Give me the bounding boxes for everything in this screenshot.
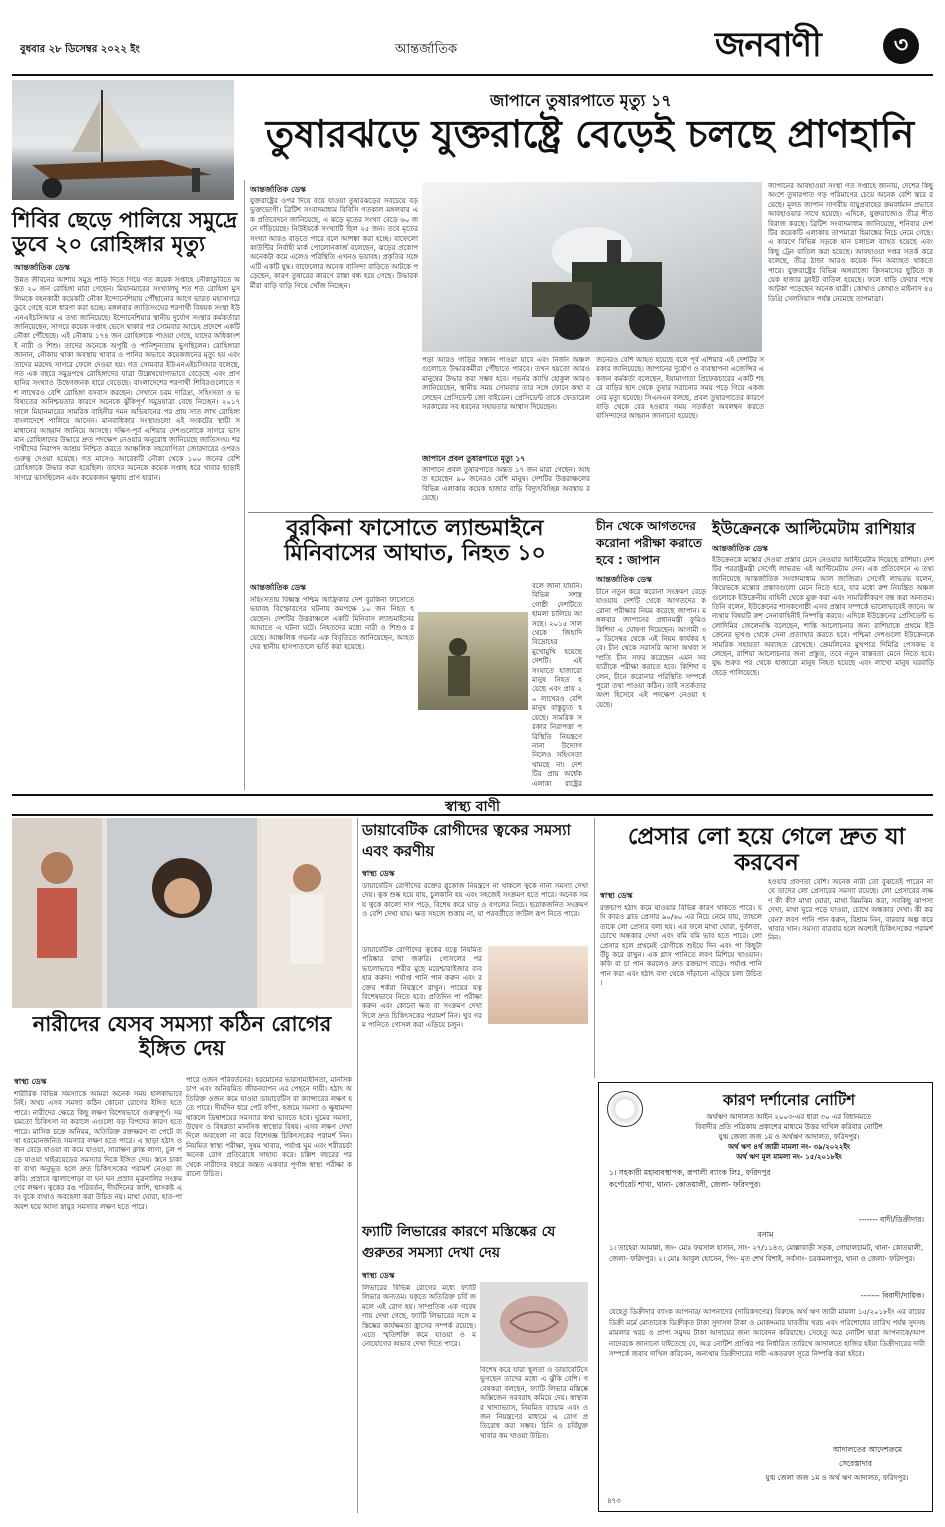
women-collage-illustration xyxy=(12,818,352,1008)
notice-sign: যুগ্ম জেলা জজ ১ম ও অর্থ ঋণ আদালত, ফরিদপুর। xyxy=(765,1474,909,1482)
notice-case1: অর্থ ঋণ ৪র্থ জারী মামলা নং- ৩৯/২০২২ইং xyxy=(727,1143,851,1151)
women-col2: পারে ওজন পরিবর্তনের। হরমোনের ভারসাম্যহীনতা, মানসিক চাপ এবং অনিয়মিত জীবনযাপন এর পেছনে দায়ী। হঠাৎ অতিরিক্ত ওজন কমে যাওয়া ডায়াবেটিস বা ক্যান্সারের লক্ষণ হতে পারে। দীর্ঘদিন ধরে পেট ফাঁপা, হজমে সমস্যা ও ক্ষুধামন্দা থাকলে ডিম্বাশয়ের সমস্যার কথা ভাবতে হবে। ঘুমের সমস্যা, উদ্বেগ ও বিষণ্ণতা মানসিক স্বাস্থ্যের বিষয়। এসব লক্ষণ দেখা দিলে অবহেলা না করে বিশেষজ্ঞ চিকিৎসকের পরামর্শ নিন। নিয়মিত স্বাস্থ্য পরীক্ষা, সুষম খাবার, পর্যাপ্ত ঘুম এবং শরীরচর্চা অনেক রোগ প্রতিরোধে সাহায্য করে। চল্লিশ বছরের পর থেকে নারীদের বছরে অন্তত একবার পূর্ণাঙ্গ স্বাস্থ্য পরীক্ষা করানো উচিত। xyxy=(186,1076,352,1179)
rohingya-headline: শিবির ছেড়ে পালিয়ে সমুদ্রে ডুবে ২০ রোহিঙ্গার মৃত্যু xyxy=(12,208,238,257)
masthead-date: বুধবার ২৮ ডিসেম্বর ২০২২ ইং xyxy=(20,44,140,55)
notice-title: কারণ দর্শানোর নোটিশ xyxy=(722,1091,856,1109)
bp-desk: স্বাস্থ্য ডেস্ক xyxy=(600,891,633,900)
women-col1: শারীরিক বিভিন্ন সমস্যাকে আমরা অনেক সময় হালকাভাবে নিই। অথচ এসব সমস্যা কঠিন কোনো রোগের ইঙ্গিত হতে পারে। নারীদের ক্ষেত্রে কিছু লক্ষণ বিশেষভাবে গুরুত্বপূর্ণ। সময়মতো চিকিৎসা না করালে এগুলো বড় বিপদের কারণ হতে পারে। মাসিক চক্রে অনিয়ম, অতিরিক্ত রক্তক্ষরণ বা পেটে ব্যথা হরমোনজনিত সমস্যার লক্ষণ হতে পারে। এ ছাড়া হঠাৎ ওজন বেড়ে যাওয়া বা কমে যাওয়া, সারাক্ষণ ক্লান্ত লাগা, চুল পড়ে যাওয়া থাইরয়েডের সমস্যার দিকে ইঙ্গিত দেয়। স্তনে চাকা বা ব্যথা অনুভূত হলে দ্রুত চিকিৎসকের পরামর্শ নেওয়া জরুরি। প্রস্রাবে জ্বালাপোড়া বা ঘন ঘন প্রস্রাব মূত্রনালির সংক্রমণের লক্ষণ। ত্বকের রঙ পরিবর্তন, দীর্ঘদিনের কাশি, শ্বাসকষ্ট এবং বুকে ব্যথাও অবহেলা করা উচিত নয়। মাথা ঘোরা, হাত-পা অবশ হয়ে আসা স্নায়ুর সমস্যার লক্ষণ হতে পারে। xyxy=(14,1090,182,1211)
bp-col1: রক্তচাপ হঠাৎ কমে যাওয়ার বিভিন্ন কারণ থাকতে পারে। যদি কারও ব্লাড প্রেসার ৯০/৬০ এর নিচে নেমে যায়, তাহলে তাকে লো প্রেসার বলা হয়। এর ফলে মাথা ঘোরা, দুর্বলতা, চোখে অন্ধকার দেখা এবং বমি বমি ভাব হতে পারে। লো প্রেসার হলে প্রথমেই রোগীকে শুইয়ে দিন এবং পা কিছুটা উঁচু করে রাখুন। এক গ্লাস পানিতে লবণ মিশিয়ে খাওয়ান। কফি বা চা পান করলেও দ্রুত রক্তচাপ বাড়ে। পর্যাপ্ত পানি পান করা এবং হঠাৎ বসা থেকে দাঁড়ানো এড়িয়ে চলা উচিত। xyxy=(600,904,762,988)
bp-headline: প্রেসার লো হয়ে গেলে দ্রুত যা করবেন xyxy=(627,824,906,877)
bp-col2: হওয়ার প্রবণতা বেশি। অনেক নারী তো বুঝতেই পারেন না যে তাদের লো প্রেসারের সমস্যা রয়েছে। লো প্রেসারের লক্ষণ কী কী? মাথা ঘোরা, মাথা ঝিমঝিম করা, সবকিছু ঝাপসা দেখা, মাথা ঘুরে পড়ে যাওয়া, চোখে অন্ধকার দেখা। কী করবেন? লবণ পানি পান করুন, বিশ্রাম নিন, বারবার অল্প করে খাবার খান। সমস্যা বারবার হলে অবশ্যই চিকিৎসকের পরামর্শ নিন। xyxy=(768,878,933,943)
notice-defendant-tag: ------- বিবাদী/দায়িক। xyxy=(860,1291,924,1300)
health-banner xyxy=(12,794,933,816)
snow-plow-photo xyxy=(422,182,762,352)
main-headline: তুষারঝড়ে যুক্তরাষ্ট্রে বেড়েই চলছে প্রাণহানি xyxy=(265,112,915,156)
main-col3: জনেরও বেশি আহত হয়েছে বলে পূর্ব এশিয়ার এই দেশটির সরকার জানিয়েছে। জাপানের দুর্যোগ ও ব্যবস্থাপনা এজেন্সির একজন কর্মকর্তা বলেছেন, ইয়ামাগাতা প্রিফেকচারের একটি শহরে বাড়ির ছাদ থেকে তুষার সরানোর সময় পড়ে গিয়ে একজনের মৃত্যু হয়েছে। সিএনএন বলছে, প্রবল তুষারপাতের কারণে বাড়ি থেকে বের হওয়ার সময় সতর্কতা অবলম্বন করতে বাসিন্দাদের আহ্বান জানানো হয়েছে। xyxy=(596,356,764,421)
boat-photo xyxy=(12,80,234,200)
notice-sub1: অর্থঋণ আদালত আইন ২০০৩-এর ধারা ৩০ এর বিধানমতে xyxy=(706,1113,872,1121)
ukraine-body: ইউক্রেনকে মস্কোর দেওয়া প্রস্তাব মেনে নেওয়ার আল্টিমেটাম দিয়েছে রাশিয়া। দেশটির পররাষ্ট্রমন্ত্রী সের্গেই লাভরভ এই আল্টিমেটাম দেন। এক প্রতিবেদনে এ তথ্য জানিয়েছে আন্তর্জাতিক সংবাদমাধ্যম আল জাজিরা। সের্গেই লাভরভ বলেন, কিয়েভকে মস্কোর প্রস্তাবগুলো মেনে নিতে হবে, যার মধ্যে রুশ নিয়ন্ত্রিত অঞ্চলগুলোকে ইউক্রেনীয় বাহিনী থেকে মুক্ত করা এবং সামরিকীকরণ বন্ধ করা অন্যতম। তিনি বলেন, ইউক্রেনের শাসকগোষ্ঠী এসব প্রস্তাব সম্পর্কে ভালোভাবেই জানে। অন্যথায় বিষয়টি রুশ সেনাবাহিনীই নিষ্পত্তি করবে। এদিকে ইউক্রেনের প্রেসিডেন্ট ভলোদিমির জেলেনস্কি বলেছেন, শান্তি আলোচনার জন্য রাশিয়াকে প্রথমে ইউক্রেনের ভূখণ্ড থেকে সেনা প্রত্যাহার করতে হবে। পশ্চিমা দেশগুলো ইউক্রেনকে সামরিক সহায়তা অব্যাহত রেখেছে। ক্রেমলিনের মুখপাত্র দিমিত্রি পেসকভ বলেছেন, রাশিয়া আলোচনার জন্য প্রস্তুত, তবে নতুন বাস্তবতা মেনে নিতে হবে। যুদ্ধ শুরুর পর থেকে হাজারো মানুষ নিহত হয়েছে এবং লাখো মানুষ ঘরবাড়ি ছেড়ে পালিয়েছে। xyxy=(712,556,934,677)
notice-seal-icon xyxy=(607,1091,643,1127)
col-rule xyxy=(594,818,595,1078)
notice-case2: অর্থ ঋণ মূল মামলা নং- ১৫/২০১৮ইং xyxy=(736,1153,842,1161)
china-headline: চীন থেকে আগতদের করোনা পরীক্ষা করাতে হবে : জাপান xyxy=(596,519,702,567)
fatty-body1: লিভারের বিভিন্ন রোগের মধ্যে ফ্যাটি লিভার অন্যতম। যকৃতে অতিরিক্ত চর্বি জমলে এই রোগ হয়। সাম্প্রতিক এক গবেষণায় দেখা গেছে, ফ্যাটি লিভারের সঙ্গে মস্তিষ্কের কার্যক্ষমতা হ্রাসের সম্পর্ক রয়েছে। এতে স্মৃতিশক্তি কমে যাওয়া ও মনোযোগের অভাব দেখা দিতে পারে। xyxy=(362,1284,476,1349)
diabetic-body2: ডায়াবেটিক রোগীদের ত্বকের যত্নে নিয়মিত পরিষ্কার রাখা জরুরি। গোসলের পর ভালোভাবে শরীর মুছে ময়েশ্চারাইজার ব্যবহার করুন। পর্যাপ্ত পানি পান করুন এবং রক্তের শর্করা নিয়ন্ত্রণে রাখুন। পায়ের যত্ন বিশেষভাবে নিতে হবে। প্রতিদিন পা পরীক্ষা করুন এবং কোনো ক্ষত বা সংক্রমণ দেখা দিলে দ্রুত চিকিৎসকের পরামর্শ নিন। খুব গরম পানিতে গোসল করা এড়িয়ে চলুন। xyxy=(362,946,482,1030)
diabetic-body2-cont xyxy=(488,1028,588,1116)
section-label: আন্তর্জাতিক xyxy=(395,42,458,57)
notice-defendant: ১। তাহেরা আমান্না, জং- মোঃ ফয়সাল হাসান, সাং- ২৭/১১৪৩, মোল্লাবাড়ী সড়ক, গোয়ালচামট, থানা- কোতয়ালী, জেলা- ফরিদপুর। ২। মোঃ আবুল হোসেন, পিং- মৃত শেখ বিশাই, সর্বসাং- চরকমলাপুর, থানা ও জেলা- ফরিদপুর। xyxy=(609,1244,924,1263)
page-number-badge: ৩ xyxy=(883,28,919,64)
main-col1: যুক্তরাষ্ট্রের ওপর দিয়ে বয়ে যাওয়া তুষারঝড়ের সবচেয়ে বড় ভুক্তভোগী। ব্রিটিশ সংবাদমাধ্যম বিবিসি গতকাল মঙ্গলবার এক প্রতিবেদনে জানিয়েছে, এ ঝড়ে মৃতের সংখ্যা বেড়ে ৬০ জনে দাঁড়িয়েছে। নিউইয়র্কে সংখ্যাটি ছিল ২৫ জন। তবে মৃতের সংখ্যা আরও বাড়তে পারে বলে আশঙ্কা করা হচ্ছে। বাফেলো কাউন্টির নির্বাহী মার্ক পোলোনকার্জ বলেছেন, ঝড়ের প্রকোপ অনেকটা কমে এলেও পরিস্থিতি এখনও ভয়াবহ। প্রকৃতির সঙ্গে এটি একটি যুদ্ধ। বাফেলোর অনেক বাসিন্দা বাড়িতে আটকে পড়েছেন, কারণ তুষারের কারণে রাস্তা বন্ধ হয়ে গেছে। উদ্ধারকর্মীরা বাড়ি বাড়ি গিয়ে খোঁজ নিচ্ছেন। xyxy=(250,197,418,290)
notice-plaintiff: ১। সহকারী মহাব্যবস্থাপক, রূপালী ব্যাংক লিঃ, ফরিদপুর কর্পোরেট শাখা, থানা- কোতয়ালী, জেলা- ফরিদপুর। xyxy=(609,1168,771,1189)
burkina-body1: সহিংসতায় বিধ্বস্ত পশ্চিম আফ্রিকার দেশ বুরকিনা ফাসোতে ভয়াবহ বিস্ফোরণের ঘটনায় কমপক্ষে ১০ জন নিহত হয়েছেন। দেশটির উত্তরাঞ্চলে একটি মিনিবাস ল্যান্ডমাইনের আঘাতে এ ঘটনা ঘটে। নিহতদের মধ্যে নারী ও শিশুও রয়েছে। আঞ্চলিক গভর্নর এক বিবৃতিতে জানিয়েছেন, আহতদের স্থানীয় হাসপাতালে ভর্তি করা হয়েছে। xyxy=(250,596,414,652)
snow-plow-illustration xyxy=(422,182,762,352)
main-col2b: জাপানে প্রবল তুষারপাতে অন্তত ১৭ জন মারা গেছেন। আহত হয়েছেন ৯০ জনেরও বেশি মানুষ। দেশটির উত্তরাঞ্চলের বিভিন্ন এলাকায় কয়েক হাজার বাড়ি বিদ্যুৎবিচ্ছিন্ন অবস্থায় রয়েছে। xyxy=(422,466,590,503)
diabetic-body1: ডায়াবেটিস রোগীদের রক্তের গ্লুকোজ নিয়ন্ত্রণে না থাকলে ত্বকে নানা সমস্যা দেখা দেয়। ত্বক শুষ্ক হয়ে যায়, চুলকানি হয় এবং সহজেই সংক্রমণ হতে পারে। অনেক সময় ত্বকে কালো দাগ পড়ে, বিশেষ করে ঘাড় ও বগলের নিচে। ছত্রাকজনিত সংক্রমণও বেশি দেখা যায়। ক্ষত সহজে শুকায় না, যা পরবর্তীতে জটিল রূপ নিতে পারে। xyxy=(362,882,588,919)
notice-sub2: বিবাদীর প্রতি পত্রিকায় প্রকাশের মাধ্যমে উত্তর দাখিল করিবার নোটিশ xyxy=(695,1123,883,1131)
japan-subhead: জাপানে প্রবল তুষারপাতে মৃত্যু ১৭ xyxy=(422,454,526,463)
soldier-illustration xyxy=(418,612,528,710)
masthead-logo xyxy=(715,22,925,70)
fatty-body2: বিশেষ করে যারা স্থূলতা ও ডায়াবেটিসে ভুগছেন তাদের মধ্যে এ ঝুঁকি বেশি। গবেষকরা বলছেন, ফ্যাটি লিভার মস্তিষ্কে অক্সিজেন সরবরাহ কমিয়ে দেয়। স্বাস্থ্যকর খাদ্যাভ্যাস, নিয়মিত ব্যায়াম এবং ওজন নিয়ন্ত্রণের মাধ্যমে এ রোগ প্রতিরোধ করা সম্ভব। চিনি ও চর্বিযুক্ত খাবার কম খাওয়া উচিত। xyxy=(480,1366,588,1440)
fatty-desk: স্বাস্থ্য ডেস্ক xyxy=(362,1271,395,1280)
brain-photo xyxy=(480,1282,588,1362)
notice-plaintiff-tag: ------- বাদী/ডিক্রীদার। xyxy=(858,1215,924,1224)
rohingya-desk: আন্তর্জাতিক ডেস্ক xyxy=(14,263,70,272)
diabetic-headline: ডায়াবেটিক রোগীদের ত্বকের সমস্যা এবং করণীয় xyxy=(362,821,571,860)
women-headline: নারীদের যেসব সমস্যা কঠিন রোগের ইঙ্গিত দেয় xyxy=(32,1012,332,1061)
china-desk: আন্তর্জাতিক ডেস্ক xyxy=(596,575,652,584)
burkina-desk: আন্তর্জাতিক ডেস্ক xyxy=(250,583,306,592)
notice-order: আদালতের আদেশক্রমে xyxy=(832,1445,902,1454)
skin-photo xyxy=(488,946,588,1024)
col-rule xyxy=(244,180,245,790)
notice-clerk: সেরেস্তাদার xyxy=(839,1459,872,1468)
brain-illustration xyxy=(480,1282,588,1362)
court-notice xyxy=(598,1082,933,1512)
notice-body: যেহেতু ডিক্রীদার ব্যাংক আপনার/ আপনাদের (দায়িকগণের) বিরুদ্ধে অর্থ ঋণ জারী মামলা ১৫/২০১৮ইং এর রায়ের ডিক্রী মর্মে মোতাবেক ডিক্রীকৃত টাকা সুদাসল টাকা ও মোকদ্দমার যাবতীয় খরচ এবং পরিশোধের তারিখ পর্যন্ত সুদসহ মামলার খরচ ও প্রাপ্য সমুদয় টাকা আদায়ের জন্য আবেদন করিয়াছে। সেহেতু অত্র নোটিশ দ্বারা আপনাকে/আপনাদেরকে জানানো যাইতেছে যে, অত্র নোটিশ প্রাপ্তির পর নির্ধারিত তারিখে আদালতে হাজির হইয়া ডিক্রীদারের দাবী সম্পর্কে জবাব দাখিল করিবেন, অন্যথায় ডিক্রীদারের দাবী একতরফা সূত্রে নিষ্পত্তি করা হইবে। xyxy=(609,1308,925,1358)
main-desk: আন্তর্জাতিক ডেস্ক xyxy=(250,185,306,194)
rohingya-body: উন্নত জীবনের আশায় সমুদ্র পাড়ি দিতে গিয়ে গত কয়েক সপ্তাহে নৌকাডুবিতে অন্তত ২০ জন রোহিঙ্গা মারা গেছেন। মিয়ানমারের সংখ্যালঘু শত শত রোহিঙ্গা মুসলিমকে বহনকারী কয়েকটি নৌকা ইন্দোনেশিয়ায় পৌঁছানোর আগে ভারত মহাসাগরে ডুবে গেছে বলে ধারণা করা হচ্ছে। মঙ্গলবার জাতিসংঘের শরণার্থী বিষয়ক সংস্থা ইউএনএইচসিআর এ তথ্য জানিয়েছে। ইন্দোনেশিয়ার স্থানীয় দুর্যোগ সংস্থার কর্মকর্তারা জানিয়েছেন, সাগরে কয়েক সপ্তাহ ভেসে থাকার পর সোমবার আচেহ প্রদেশে একটি নৌকা পৌঁছেছে। এই নৌকায় ১৭৪ জন রোহিঙ্গাকে পাওয়া গেছে, যাদের অধিকাংশই নারী ও শিশু। তাদের অনেকে অপুষ্টি ও পানিশূন্যতায় ভুগছিলেন। রোহিঙ্গারা জানান, নৌকায় থাকা অবস্থায় খাবার ও পানির অভাবে কয়েকজনের মৃত্যু হয় এবং তাদের মরদেহ সাগরে ফেলে দেওয়া হয়। গত সোমবার ইউএনএইচসিআর বলেছে, গত এক বছরে সমুদ্রপথে রোহিঙ্গাদের যাত্রা উল্লেখযোগ্যভাবে বেড়েছে এবং প্রাণহানির সংখ্যাও উদ্বেগজনক হারে বেড়েছে। বাংলাদেশের শরণার্থী শিবিরগুলোতে দশ লাখেরও বেশি রোহিঙ্গা বসবাস করছেন। সেখানে চরম দারিদ্র্য, সহিংসতা ও ভবিষ্যতের অনিশ্চয়তার কারণে অনেকে ঝুঁকিপূর্ণ সমুদ্রযাত্রা বেছে নিচ্ছেন। ২০১৭ সালে মিয়ানমারের সামরিক বাহিনীর দমন অভিযানের পর প্রায় সাত লাখ রোহিঙ্গা বাংলাদেশে পালিয়ে আসেন। মানবাধিকার সংস্থাগুলো এই সংকটের স্থায়ী সমাধানের আহ্বান জানিয়ে আসছে। দক্ষিণ-পূর্ব এশিয়ার দেশগুলোকে সাগরে ভাসমান রোহিঙ্গাদের উদ্ধারে দ্রুত পদক্ষেপ নেওয়ার অনুরোধ জানিয়েছে জাতিসংঘ। শরণার্থীদের নিরাপদ আশ্রয় নিশ্চিত করতে আঞ্চলিক সহযোগিতা জোরদারের ওপরও গুরুত্ব দেওয়া হয়েছে। গত মাসেও আরেকটি নৌকা থেকে ১০০ জনের বেশি রোহিঙ্গাকে উদ্ধার করা হয়েছিল। তাদের অনেকে কয়েক সপ্তাহ ধরে খাবার ছাড়াই সাগরে ভাসছিলেন এবং কয়েকজন ক্ষুধায় প্রাণ হারান। xyxy=(14,276,240,482)
main-col2: পড়া আরও গাড়ির সন্ধান পাওয়া যাবে এবং নির্জন অঞ্চলগুলোতে উদ্ধারকর্মীরা পৌঁছাতে পারবে। তখন হয়তো আরও মানুষের উদ্ধার করা সম্ভব হবে। গভর্নর ক্যাথি হোকুল আরও জানিয়েছেন, স্থানীয় সময় সোমবার তার সঙ্গে ফোনে কথা বলেছেন প্রেসিডেন্ট জো বাইডেন। প্রেসিডেন্ট তাকে ফেডারেল সরকারের সব ধরনের সহায়তার আশ্বাস দিয়েছেন। xyxy=(422,356,590,412)
rule xyxy=(248,512,933,513)
health-banner-label: স্বাস্থ্য বাণী xyxy=(444,799,501,815)
burkina-body2: বলে জানা যায়নি। বিভিন্ন সশস্ত্র গোষ্ঠী দেশটিতে হামলা চালিয়ে আসছে। ২০১৫ সাল থেকে জিহাদি বিদ্রোহের মুখোমুখি হয়েছে দেশটি। এই সংঘাতে হাজারো মানুষ নিহত হয়েছে এবং প্রায় ২০ লাখেরও বেশি মানুষ বাস্তুচ্যুত হয়েছে। সামরিক সরকার নিরাপত্তা পরিস্থিতি নিয়ন্ত্রণে নানা উদ্যোগ নিলেও সহিংসতা থামছে না। দেশটির প্রায় অর্ধেক এলাকা রাষ্ট্রের xyxy=(532,582,582,788)
fatty-headline: ফ্যাটি লিভারের কারণে মস্তিষ্কের যে গুরুতর সমস্যা দেখা দেয় xyxy=(362,1224,556,1261)
japan-kicker: জাপানে তুষারপাতে মৃত্যু ১৭ xyxy=(490,91,672,110)
notice-ref: ৪৭৩ xyxy=(607,1497,621,1505)
boat-illustration xyxy=(12,80,234,200)
soldier-photo xyxy=(418,612,528,710)
main-col4: জাপানের আবহাওয়া সংস্থা গত সপ্তাহে জানায়, দেশের কিছু অংশে তুষারপাত গড় পরিমাণের চেয়ে অনেক বেশি স্তরে রয়েছে। মূলত জাপান সাগরীয় বায়ুপ্রবাহের ক্রমবর্ধমান প্রভাবে আবহাওয়ার সাথে হয়েছে। এদিকে, যুক্তরাজ্যেও তীব্র শীত বিরাজ করছে। ব্রিটিশ সংবাদমাধ্যম জানিয়েছে, শনিবার দেশটির কয়েকটি এলাকায় তাপমাত্রা হিমাঙ্কের নিচে নেমে গেছে। এ কারণে বিভিন্ন সড়কে যান চলাচল ব্যাহত হয়েছে এবং কিছু ট্রেন বাতিল করা হয়েছে। আবহাওয়া দপ্তর সতর্ক করে বলেছে, তীব্র ঠান্ডা আরও কয়েক দিন অব্যাহত থাকতে পারে। যুক্তরাষ্ট্রের বিভিন্ন অঙ্গরাজ্যে ক্রিসমাসের ছুটিতে কয়েক হাজার ফ্লাইট বাতিল হয়েছে। ফলে বাড়ি ফেরার পথে আটকা পড়েছেন অনেক যাত্রী। কোথাও কোথাও মাইনাস ৪৫ ডিগ্রি সেলসিয়াস পর্যন্ত নেমেছে তাপমাত্রা। xyxy=(768,182,933,303)
notice-court: যুগ্ম জেলা জজ ১ম ও অর্থঋণ আদালত, ফরিদপুর। xyxy=(718,1133,860,1141)
china-body: চীনে নতুন করে করোনা সংক্রমণ বেড়ে যাওয়ায় দেশটি থেকে আগতদের করোনা পরীক্ষার নিয়ম করেছে জাপান। মঙ্গলবার জাপানের প্রধানমন্ত্রী ফুমিও কিশিদা এ ঘোষণা দিয়েছেন। আগামী ৩০ ডিসেম্বর থেকে এই নিয়ম কার্যকর হবে। চীন থেকে সরাসরি আসা অথবা সম্প্রতি চীন সফর করেছেন এমন সব যাত্রীকে পরীক্ষা করাতে হবে। কিশিদা বলেন, চীনে করোনার পরিস্থিতি সম্পর্কে পুরো তথ্য পাওয়া কঠিন। তাই সতর্কতার অংশ হিসেবে এই পদক্ষেপ নেওয়া হয়েছে। xyxy=(596,588,706,709)
notice-vs: বনাম xyxy=(757,1230,774,1239)
diabetic-desk: স্বাস্থ্য ডেস্ক xyxy=(362,869,395,878)
women-desk: স্বাস্থ্য ডেস্ক xyxy=(14,1077,47,1086)
logo-text: জনবাণী xyxy=(715,25,821,65)
col-rule xyxy=(357,818,358,1513)
masthead-rule xyxy=(12,74,933,76)
ukraine-desk: আন্তর্জাতিক ডেস্ক xyxy=(712,544,768,553)
burkina-headline: বুরকিনা ফাসোতে ল্যান্ডমাইনে মিনিবাসের আঘাত, নিহত ১০ xyxy=(284,516,546,567)
ukraine-headline: ইউক্রেনকে আল্টিমেটাম রাশিয়ার xyxy=(712,519,916,538)
women-collage-photo xyxy=(12,818,352,1008)
